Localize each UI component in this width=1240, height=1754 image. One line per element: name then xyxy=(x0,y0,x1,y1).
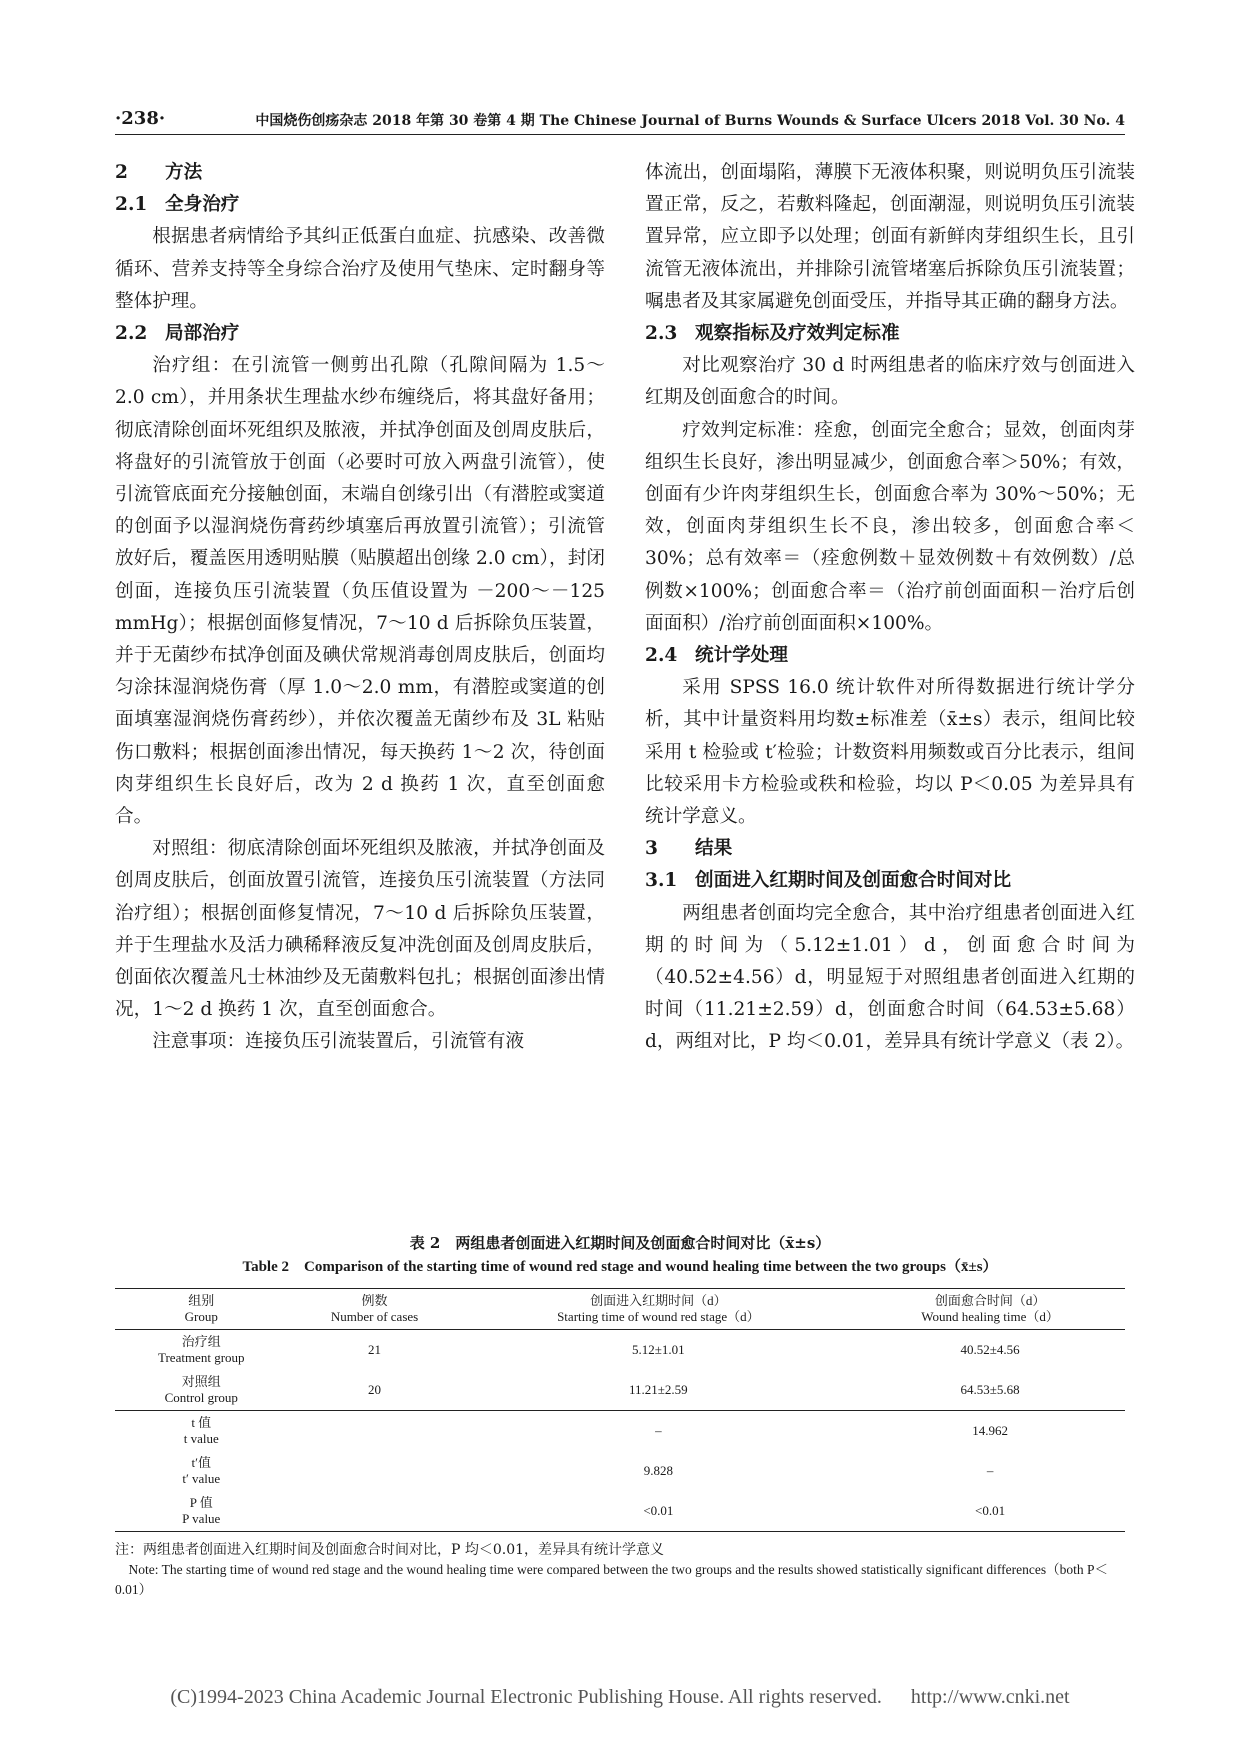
table-caption-cn: 表 2 两组患者创面进入红期时间及创面愈合时间对比（x̄±s） xyxy=(409,1234,831,1252)
running-header xyxy=(115,108,1125,135)
subsection-heading: 2.2 局部治疗 xyxy=(115,323,240,345)
table-note-cn: 注：两组患者创面进入红期时间及创面愈合时间对比，P 均＜0.01，差异具有统计学意义 xyxy=(115,1542,665,1558)
table-row: 对照组 Control group 20 11.21±2.59 64.53±5.68 xyxy=(164,1374,1020,1405)
paragraph: 疗效判定标准：痊愈，创面完全愈合；显效，创面肉芽组织生长良好，渗出明显减少，创面愈合率＞50%；有效，创面有少许肉芽组织生长，创面愈合率为 30%～50%；无效，创面肉芽组织生长不良，渗出较多，创面愈合率＜30%；总有效率＝（痊愈例数＋显效例数＋有效例数）/总例数×100%；创面愈合率＝（治疗前创面面积－治疗后创面面积）/治疗前创面面积×100%。 xyxy=(645,419,1135,634)
table-header-row xyxy=(115,1289,1125,1330)
page-number: ·238· xyxy=(115,108,166,129)
table-row: 治疗组 Treatment group 21 5.12±1.01 40.52±4.56 xyxy=(157,1334,1020,1365)
paragraph: 治疗组：在引流管一侧剪出孔隙（孔隙间隔为 1.5～2.0 cm），并用条状生理盐水纱布缠绕后，将其盘好备用；彻底清除创面坏死组织及脓液，并拭净创面及创周皮肤后，将盘好的引流管放于创面（必要时可放入两盘引流管），使引流管底面充分接触创面，末端自创缘引出（有潜腔或窦道的创面予以湿润烧伤膏药纱填塞后再放置引流管）；引流管放好后，覆盖医用透明贴膜（贴膜超出创缘 2.0 cm），封闭创面，连接负压引流装置（负压值设置为 －200～－125 mmHg）；根据创面修复情况，7～10 d 后拆除负压装置，并于无菌纱布拭净创面及碘伏常规消毒创周皮肤后，创面均匀涂抹湿润烧伤膏（厚 1.0～2.0 mm，有潜腔或窦道的创面填塞湿润烧伤膏药纱），并依次覆盖无菌纱布及 3L 粘贴伤口敷料；根据创面渗出情况，每天换药 1～2 次，待创面肉芽组织生长良好后，改为 2 d 换药 1 次，直至创面愈合。 xyxy=(115,355,605,828)
col-header-healing: 创面愈合时间（d） Wound healing time（d） xyxy=(855,1289,1125,1330)
copyright-footer xyxy=(0,1686,1240,1709)
table-row: t 值 t value – 14.962 xyxy=(115,1411,1125,1452)
results-table xyxy=(115,1288,1125,1532)
section-heading: 2 方法 xyxy=(115,162,203,183)
col-header-red-stage: 创面进入红期时间（d） Starting time of wound red stage（d） xyxy=(462,1289,856,1330)
table-caption-en: Table 2 Comparison of the starting time of wound red stage and wound healing time between the two groups（x̄±s） xyxy=(242,1259,998,1275)
paragraph: 对比观察治疗 30 d 时两组患者的临床疗效与创面进入红期及创面愈合的时间。 xyxy=(645,355,1135,409)
paragraph: 体流出，创面塌陷，薄膜下无液体积聚，则说明负压引流装置正常，反之，若敷料隆起，创面潮湿，则说明负压引流装置异常，应立即予以处理；创面有新鲜肉芽组织生长，且引流管无液体流出，并排除引流管堵塞后拆除负压引流装置；嘱患者及其家属避免创面受压，并指导其正确的翻身方法。 xyxy=(645,162,1135,312)
copyright-text: (C)1994-2023 China Academic Journal Electronic Publishing House. All rights reserved. xyxy=(170,1686,882,1708)
paragraph: 对照组：彻底清除创面坏死组织及脓液，并拭净创面及创周皮肤后，创面放置引流管，连接负压引流装置（方法同治疗组）；根据创面修复情况，7～10 d 后拆除负压装置，并于生理盐水及活力碘稀释液反复冲洗创面及创周皮肤后，创面依次覆盖凡士林油纱及无菌敷料包扎；根据创面渗出情况，1～2 d 换药 1 次，直至创面愈合。 xyxy=(115,838,605,1021)
left-column xyxy=(115,157,605,1059)
table-row: t′值 t′ value 9.828 – xyxy=(182,1455,994,1486)
footer-link[interactable]: http://www.cnki.net xyxy=(910,1686,1070,1708)
paragraph: 两组患者创面均完全愈合，其中治疗组患者创面进入红期的时间为（5.12±1.01）d，创面愈合时间为（40.52±4.56）d，明显短于对照组患者创面进入红期的时间（11.21±2.59）d，创面愈合时间（64.53±5.68）d，两组对比，P 均＜0.01，差异具有统计学意义（表 2）。 xyxy=(645,902,1135,1053)
subsection-heading: 2.3 观察指标及疗效判定标准 xyxy=(645,323,900,345)
subsection-heading: 3.1 创面进入红期时间及创面愈合时间对比 xyxy=(645,870,1012,892)
paragraph: 根据患者病情给予其纠正低蛋白血症、抗感染、改善微循环、营养支持等全身综合治疗及使用气垫床、定时翻身等整体护理。 xyxy=(115,226,605,312)
right-column xyxy=(645,157,1135,1059)
table-2 xyxy=(115,1232,1125,1600)
table-note-en: Note: The starting time of wound red stage and the wound healing time were compared between the two groups and the results showed statistically significant differences（both P＜0.01） xyxy=(115,1562,1109,1597)
col-header-group: 组别 Group xyxy=(115,1289,288,1330)
subsection-heading: 2.4 统计学处理 xyxy=(645,645,788,667)
journal-title: 中国烧伤创疡杂志 2018 年第 30 卷第 4 期 The Chinese Journal of Burns Wounds & Surface Ulcers 2018 Vol. 30 No. 4 xyxy=(255,113,1125,129)
subsection-heading: 2.1 全身治疗 xyxy=(115,194,240,216)
paragraph: 注意事项：连接负压引流装置后，引流管有液 xyxy=(152,1031,525,1053)
col-header-cases: 例数 Number of cases xyxy=(288,1289,462,1330)
table-row: P 值 P value <0.01 <0.01 xyxy=(115,1491,1125,1532)
paragraph: 采用 SPSS 16.0 统计软件对所得数据进行统计学分析，其中计量资料用均数±标准差（x̄±s）表示，组间比较采用 t 检验或 t′检验；计数资料用频数或百分比表示，组间比较采用卡方检验或秩和检验，均以 P＜0.05 为差异具有统计学意义。 xyxy=(645,677,1135,828)
section-heading: 3 结果 xyxy=(645,838,733,860)
